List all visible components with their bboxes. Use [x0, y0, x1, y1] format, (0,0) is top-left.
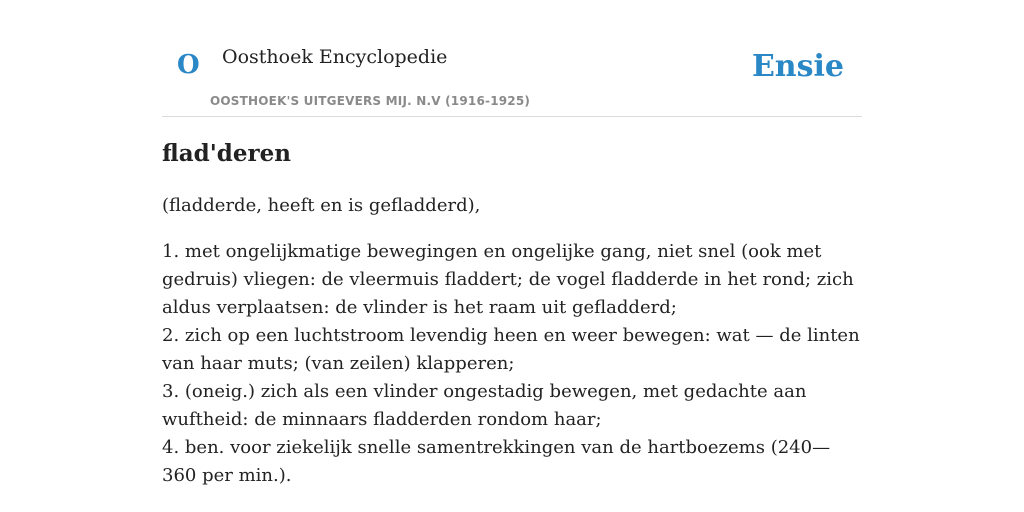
sense-item: 4. ben. voor ziekelijk snelle samentrekkingen van de hartboezems (240— 360 per min.). [162, 437, 831, 486]
source-title[interactable]: Oosthoek Encyclopedie [222, 46, 448, 68]
source-logo-icon: O [177, 50, 200, 80]
sense-item: 3. (oneig.) zich als een vlinder ongestadig bewegen, met gedachte aan wuftheid: de minnaars fladderden rondom haar; [162, 381, 807, 430]
entry-headword: flad'deren [162, 140, 291, 167]
entry-senses [162, 238, 862, 490]
sense-item: 2. zich op een luchtstroom levendig heen en weer bewegen: wat — de linten van haar muts; (van zeilen) klapperen; [162, 325, 860, 374]
source-publisher: OOSTHOEK'S UITGEVERS MIJ. N.V (1916-1925) [210, 94, 531, 108]
dictionary-entry [162, 138, 862, 490]
source-header [162, 0, 862, 117]
ensie-logo[interactable]: Ensie [751, 49, 844, 84]
entry-inflection: (fladderde, heeft en is gefladderd), [162, 195, 481, 216]
sense-item: 1. met ongelijkmatige bewegingen en ongelijke gang, niet snel (ook met gedruis) vliegen: de vleermuis fladdert; de vogel fladderde in het rond; zich aldus verplaatsen: de vlinder is het raam uit gefladderd; [162, 241, 854, 318]
